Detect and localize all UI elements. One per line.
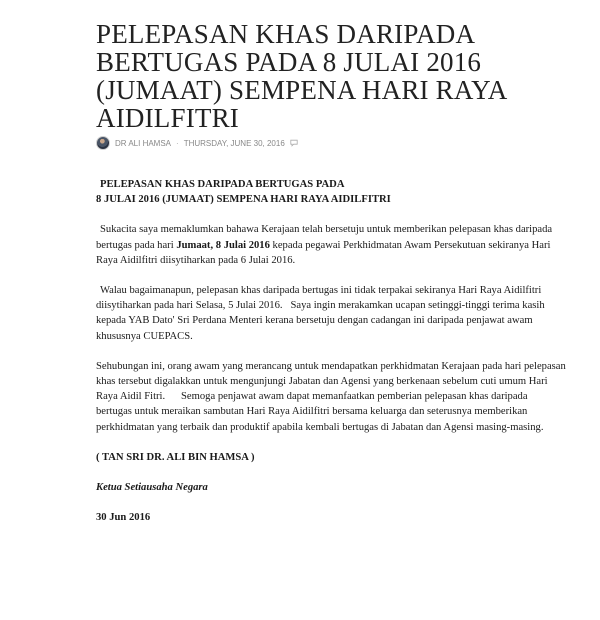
heading-line-1: PELEPASAN KHAS DARIPADA BERTUGAS PADA [100,179,345,190]
paragraph-2: Walau bagaimanapun, pelepasan khas daripada bertugas ini tidak terpakai sekiranya Hari Raya Aidilfitri diisytiharkan pada hari Selasa, 5 Julai 2016. Saya ingin merakamkan ucapan setinggi-tinggi terima kasih kepada YAB Dato' Sri Perdana Menteri kerana bersetuju dengan cadangan ini daripada penjawat awam khususnya CUEPACS. [96,285,548,342]
author-name[interactable]: DR ALI HAMSA [115,138,172,148]
paragraph-3: Sehubungan ini, orang awam yang merancang untuk mendapatkan perkhidmatan Kerajaan pada hari pelepasan khas tersebut digalakkan untuk mengunjungi Jabatan dan Agensi yang berkenaan sebelum cuti umum Hari Raya Aidil Fitri. Semoga penjawat awam dapat memanfaatkan pemberian pelepasan khas daripada bertugas untuk meraikan sambutan Hari Raya Aidilfitri bersama keluarga dan seterusnya memberikan perkhidmatan yang terbaik dan produktif apabila kembali bertugas di Jabatan dan Agensi masing-masing. [96,360,569,433]
post-date[interactable]: THURSDAY, JUNE 30, 2016 [183,138,285,148]
post-meta [96,135,298,151]
signatory-name: ( TAN SRI DR. ALI BIN HAMSA ) [96,451,255,463]
paragraph-1-text-a: Sukacita saya memaklumkan bahawa Kerajaan telah bersetuju untuk memberikan pelepasan khas daripada bertugas pada hari [96,224,553,251]
paragraph-1-bold-date: Jumaat, 8 Julai 2016 [176,239,270,251]
post-title: PELEPASAN KHAS DARIPADA BERTUGAS PADA 8 JULAI 2016 (JUMAAT) SEMPENA HARI RAYA AIDILFITRI [96,19,507,133]
meta-separator: · [176,138,179,148]
post-body [96,177,569,525]
author-avatar[interactable] [96,136,110,150]
body-heading [96,177,566,207]
paragraph-1 [96,222,566,268]
heading-line-2: 8 JULAI 2016 (JUMAAT) SEMPENA HARI RAYA AIDILFITRI [96,194,391,206]
signatory-title: Ketua Setiausaha Negara [96,482,208,494]
paragraph-1-text-b: kepada pegawai Perkhidmatan Awam Persekutuan sekiranya Hari Raya Aidilfitri diisytiharkan pada 6 Julai 2016. [96,239,551,266]
signature-date: 30 Jun 2016 [96,512,151,524]
comment-icon[interactable] [290,139,298,147]
